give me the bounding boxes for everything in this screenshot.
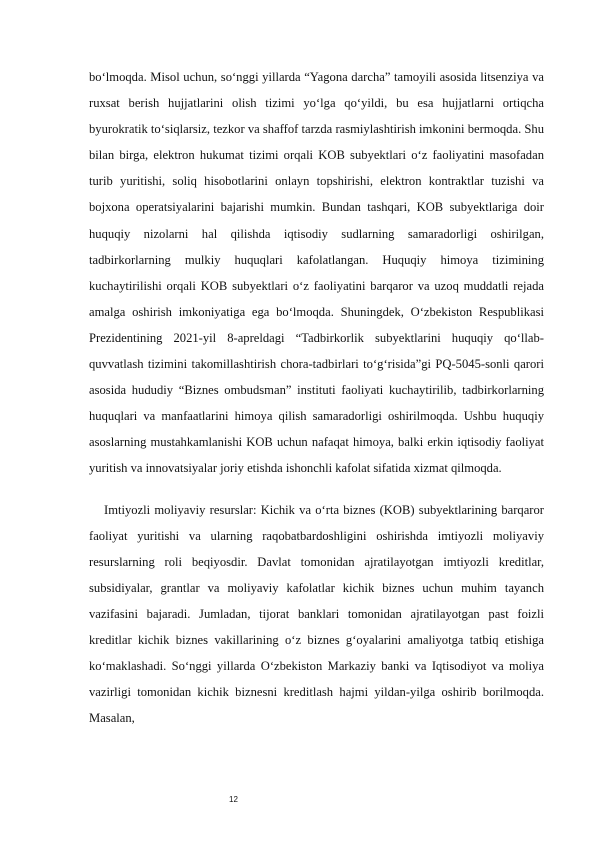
document-body: [89, 64, 544, 731]
paragraph-preferential-financing: Imtiyozli moliyaviy resurslar: Kichik va o‘rta biznes (KOB) subyektlarining barqaror faoliyat yuritishi va ularning raqobatbardoshligini oshirishda imtiyozli moliyaviy resurslarning roli beqiyosdir. Davlat tomonidan ajratilayotgan imtiyozli kreditlar, subsidiyalar, grantlar va moliyaviy kafolatlar kichik biznes uchun muhim tayanch vazifasini bajaradi. Jumladan, tijorat banklari tomonidan ajratilayotgan past foizli kreditlar kichik biznes vakillarining o‘z biznes g‘oyalarini amaliyotga tatbiq etishiga ko‘maklashadi. So‘nggi yillarda O‘zbekiston Markaziy banki va Iqtisodiyot va moliya vazirligi tomonidan kichik biznesni kreditlash hajmi yildan-yilga oshirib borilmoqda. Masalan,: [89, 502, 544, 726]
page-number: 12: [229, 795, 238, 804]
paragraph-legal-framework: bo‘lmoqda. Misol uchun, so‘nggi yillarda “Yagona darcha” tamoyili asosida litsenziya va ruxsat berish hujjatlarini olish tizimi yo‘lga qo‘yildi, bu esa hujjatlarni ortiqcha byurokratik to‘siqlarsiz, tezkor va shaffof tarzda rasmiylashtirish imkonini bermoqda. Shu bilan birga, elektron hukumat tizimi orqali KOB subyektlari o‘z faoliyatini masofadan turib yuritishi, soliq hisobotlarini onlayn topshirishi, elektron kontraktlar tuzishi va bojxona operatsiyalarini bajarishi mumkin. Bundan tashqari, KOB subyektlariga doir huquqiy nizolarni hal qilishda iqtisodiy sudlarning samaradorligi oshirilgan, tadbirkorlarning mulkiy huquqlari kafolatlangan. Huquqiy himoya tizimining kuchaytirilishi orqali KOB subyektlari o‘z faoliyatini barqaror va uzoq muddatli rejada amalga oshirish imkoniyatiga ega bo‘lmoqda. Shuningdek, O‘zbekiston Respublikasi Prezidentining 2021-yil 8-apreldagi “Tadbirkorlik subyektlarini huquqiy qo‘llab-quvvatlash tizimini takomillashtirish chora-tadbirlari to‘g‘risida”gi PQ-5045-sonli qarori asosida hududiy “Biznes ombudsman” instituti faoliyati kuchaytirilib, tadbirkorlarning huquqlari va manfaatlarini himoya qilish samaradorligi oshirilmoqda. Ushbu huquqiy asoslarning mustahkamlanishi KOB uchun nafaqat himoya, balki erkin iqtisodiy faoliyat yuritish va innovatsiyalar joriy etishda ishonchli kafolat sifatida xizmat qilmoqda.: [89, 70, 544, 476]
